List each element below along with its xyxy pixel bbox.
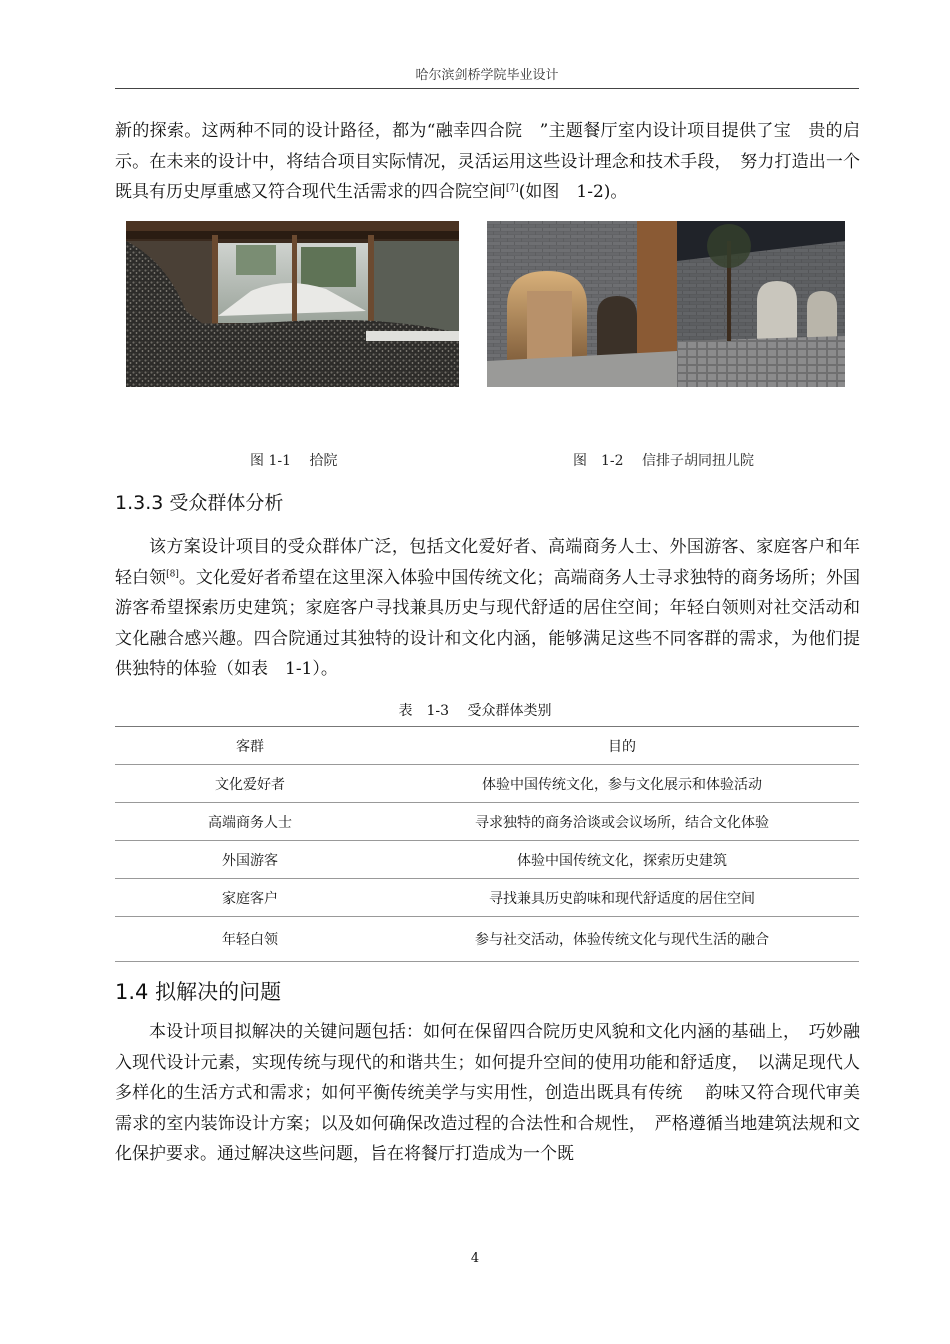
table-cell: 年轻白领 (115, 917, 385, 962)
citation-8: [8] (166, 568, 179, 579)
audience-paragraph (115, 532, 860, 685)
table-header-cell: 客群 (115, 727, 385, 765)
table-row (115, 765, 859, 803)
table-cell: 体验中国传统文化，探索历史建筑 (385, 841, 859, 879)
table-row (115, 879, 859, 917)
page-number: 4 (470, 1251, 480, 1266)
audience-text-end: 。文化爱好者希望在这里深入体验中国传统文化；高端商务人士寻求独特的商务场所；外国游客希望探索历史建筑；家庭客户寻找兼具历史与现代舒适的居住空间；年轻白领则对社交活动和文化融合感兴趣。四合院通过其独特的设计和文化内涵，能够满足这些不同客群的需求，为他们提供独特的体验（如表 1-1）。 (115, 567, 861, 679)
table-row (115, 917, 859, 962)
page-header: 哈尔滨剑桥学院毕业设计 (415, 68, 559, 83)
table-cell: 寻找兼具历史韵味和现代舒适度的居住空间 (385, 879, 859, 917)
header-divider (115, 88, 859, 89)
table-title: 表 1-3 受众群体类别 (398, 703, 552, 719)
citation-7: [7] (506, 183, 519, 194)
figure-1-1-photo (126, 221, 459, 387)
table-cell: 家庭客户 (115, 879, 385, 917)
figure-1-2-caption: 图 1-2 信排子胡同扭儿院 (573, 453, 754, 469)
section-heading-1-3-3: 1.3.3 受众群体分析 (115, 492, 284, 514)
intro-text: 新的探索。这两种不同的设计路径，都为“融幸四合院 ”主题餐厅室内设计项目提供了宝 贵的启示。在未来的设计中，将结合项目实际情况，灵活运用这些设计理念和技术手段， 努力打造出一个既具有历史厚重感又符合现代生活需求的四合院空间 (115, 121, 860, 202)
table-cell: 体验中国传统文化，参与文化展示和体验活动 (385, 765, 859, 803)
audience-text: 该方案设计项目的受众群体广泛，包括文化爱好者、高端商务人士、外国游客、家庭客户和年轻白领 (115, 537, 860, 588)
figure-1-2-photo (487, 221, 845, 387)
intro-text-end: (如图 1-2)。 (518, 182, 628, 202)
table-row (115, 803, 859, 841)
section-heading-1-4: 1.4 拟解决的问题 (115, 980, 282, 1004)
table-cell: 高端商务人士 (115, 803, 385, 841)
table-header-row (115, 727, 859, 765)
figure-1-1-caption: 图 1-1 拾院 (250, 453, 338, 469)
table-cell: 参与社交活动，体验传统文化与现代生活的融合 (385, 917, 859, 962)
table-cell: 文化爱好者 (115, 765, 385, 803)
table-header-cell: 目的 (385, 727, 859, 765)
intro-paragraph (115, 116, 860, 208)
table-cell: 外国游客 (115, 841, 385, 879)
problems-paragraph: 本设计项目拟解决的关键问题包括：如何在保留四合院历史风貌和文化内涵的基础上， 巧妙融入现代设计元素，实现传统与现代的和谐共生；如何提升空间的使用功能和舒适度， 以满足现代人多样化的生活方式和需求；如何平衡传统美学与实用性，创造出既具有传统 韵味又符合现代审美需求的室内装饰设计方案；以及如何确保改造过程的合法性和合规性， 严格遵循当地建筑法规和文化保护要求。通过解决这些问题，旨在将餐厅打造成为一个既 (115, 1022, 860, 1164)
table-row (115, 841, 859, 879)
table-cell: 寻求独特的商务洽谈或会议场所，结合文化体验 (385, 803, 859, 841)
audience-table (115, 726, 859, 962)
